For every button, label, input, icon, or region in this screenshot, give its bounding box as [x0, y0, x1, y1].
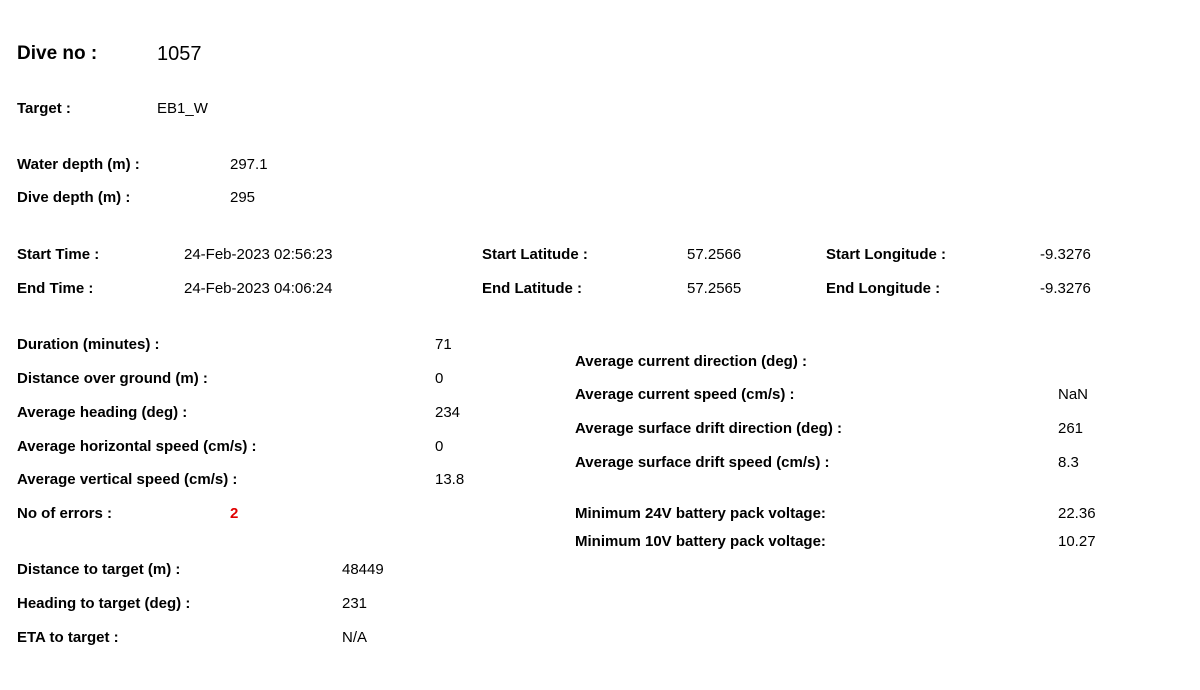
dive-depth-label: Dive depth (m) :: [17, 189, 131, 206]
battery-10v-label: Minimum 10V battery pack voltage:: [575, 533, 826, 550]
duration-label: Duration (minutes) :: [17, 336, 160, 353]
battery-24v-label: Minimum 24V battery pack voltage:: [575, 505, 826, 522]
start-longitude-value: -9.3276: [1040, 246, 1091, 263]
average-current-speed-value: NaN: [1058, 386, 1089, 403]
dive-no-value: 1057: [157, 43, 202, 65]
water-depth-value: 297.1: [230, 156, 268, 173]
average-current-speed-label: Average current speed (cm/s) :: [575, 386, 795, 403]
end-time-label: End Time :: [17, 280, 94, 297]
average-heading-label: Average heading (deg) :: [17, 404, 188, 421]
average-vertical-speed-label: Average vertical speed (cm/s) :: [17, 471, 238, 488]
target-label: Target :: [17, 100, 71, 117]
average-horizontal-speed-value: 0: [435, 438, 444, 455]
average-surface-drift-direction-label: Average surface drift direction (deg) :: [575, 420, 842, 437]
start-latitude-label: Start Latitude :: [482, 246, 588, 263]
battery-24v-value: 22.36: [1058, 505, 1096, 522]
start-latitude-value: 57.2566: [687, 246, 742, 263]
heading-to-target-label: Heading to target (deg) :: [17, 595, 191, 612]
battery-10v-value: 10.27: [1058, 533, 1096, 550]
average-surface-drift-direction-value: 261: [1058, 420, 1084, 437]
dive-depth-value: 295: [230, 189, 256, 206]
end-latitude-label: End Latitude :: [482, 280, 582, 297]
eta-to-target-value: N/A: [342, 629, 368, 646]
average-heading-value: 234: [435, 404, 461, 421]
start-longitude-label: Start Longitude :: [826, 246, 946, 263]
end-time-value: 24-Feb-2023 04:06:24: [184, 280, 333, 297]
heading-to-target-value: 231: [342, 595, 368, 612]
start-time-label: Start Time :: [17, 246, 100, 263]
errors-value: 2: [230, 505, 239, 522]
distance-over-ground-value: 0: [435, 370, 444, 387]
distance-to-target-label: Distance to target (m) :: [17, 561, 181, 578]
average-vertical-speed-value: 13.8: [435, 471, 465, 488]
errors-label: No of errors :: [17, 505, 113, 522]
end-longitude-value: -9.3276: [1040, 280, 1091, 297]
target-value: EB1_W: [157, 100, 208, 117]
end-latitude-value: 57.2565: [687, 280, 742, 297]
average-horizontal-speed-label: Average horizontal speed (cm/s) :: [17, 438, 257, 455]
start-time-value: 24-Feb-2023 02:56:23: [184, 246, 333, 263]
end-longitude-label: End Longitude :: [826, 280, 941, 297]
eta-to-target-label: ETA to target :: [17, 629, 119, 646]
distance-to-target-value: 48449: [342, 561, 384, 578]
average-surface-drift-speed-label: Average surface drift speed (cm/s) :: [575, 454, 830, 471]
distance-over-ground-label: Distance over ground (m) :: [17, 370, 208, 387]
dive-no-label: Dive no :: [17, 43, 98, 64]
water-depth-label: Water depth (m) :: [17, 156, 140, 173]
average-current-direction-label: Average current direction (deg) :: [575, 353, 807, 370]
duration-value: 71: [435, 336, 452, 353]
average-surface-drift-speed-value: 8.3: [1058, 454, 1079, 471]
